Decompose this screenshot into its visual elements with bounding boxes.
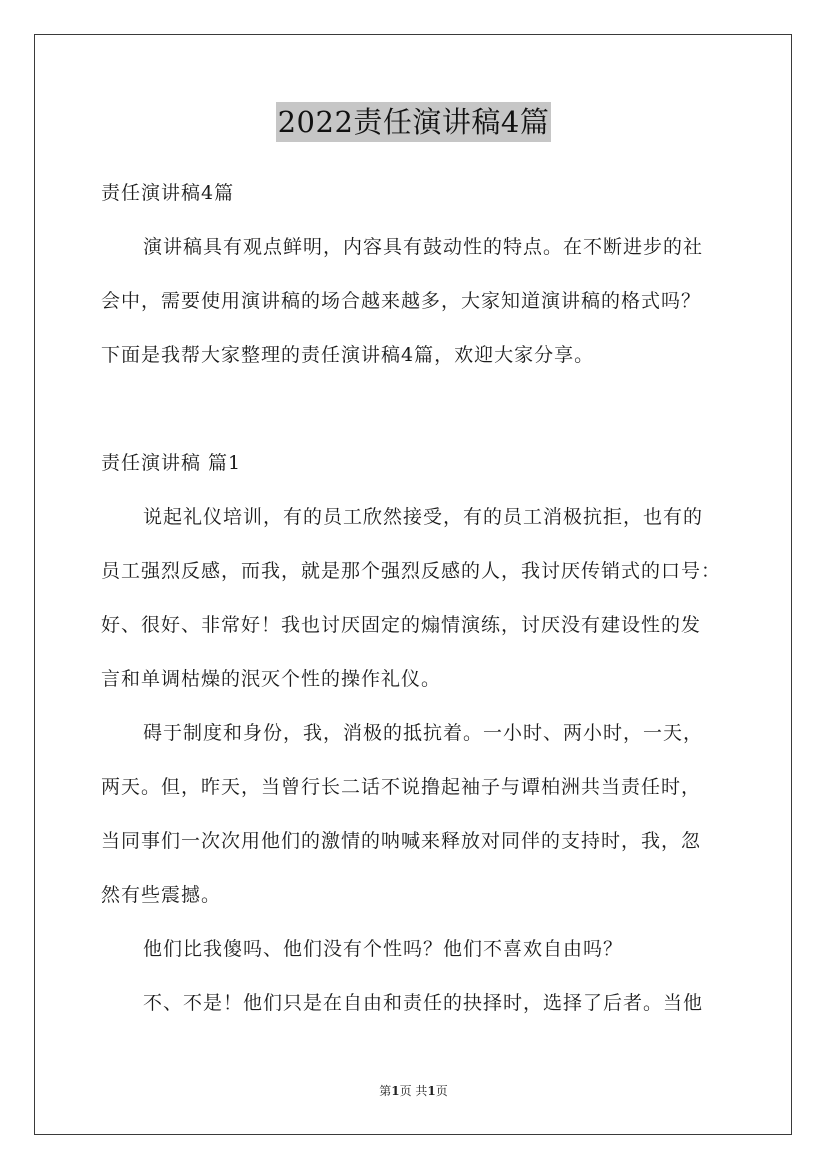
section-heading: 责任演讲稿4篇 (101, 182, 235, 204)
paragraph-line: 然有些震撼。 (101, 884, 222, 906)
paragraph-line: 言和单调枯燥的泯灭个性的操作礼仪。 (101, 668, 442, 690)
blank-line (101, 392, 726, 446)
paragraph-line: 演讲稿具有观点鲜明，内容具有鼓动性的特点。在不断进步的社 (143, 236, 704, 258)
footer-mid: 页 共 (399, 1084, 428, 1098)
page-footer (0, 1083, 827, 1099)
paragraph-line: 下面是我帮大家整理的责任演讲稿4篇，欢迎大家分享。 (101, 344, 595, 366)
paragraph-line: 碍于制度和身份，我，消极的抵抗着。一小时、两小时，一天， (143, 722, 704, 744)
paragraph-line: 员工强烈反感，而我，就是那个强烈反感的人，我讨厌传销式的口号： (101, 560, 722, 582)
paragraph-line: 他们比我傻吗、他们没有个性吗？他们不喜欢自由吗？ (143, 938, 624, 960)
footer-page-number: 1 (391, 1084, 400, 1098)
footer-total-pages: 1 (427, 1084, 436, 1098)
section-heading: 责任演讲稿 篇1 (101, 452, 242, 474)
footer-prefix: 第 (379, 1084, 392, 1098)
paragraph-line: 会中，需要使用演讲稿的场合越来越多，大家知道演讲稿的格式吗？ (101, 290, 702, 312)
paragraph-line: 当同事们一次次用他们的激情的呐喊来释放对同伴的支持时，我，忽 (101, 830, 702, 852)
footer-suffix: 页 (435, 1084, 448, 1098)
paragraph-line: 不、不是！他们只是在自由和责任的抉择时，选择了后者。当他 (143, 992, 704, 1014)
title-wrap (0, 102, 827, 142)
paragraph-line: 好、很好、非常好！我也讨厌固定的煽情演练，讨厌没有建设性的发 (101, 614, 702, 636)
document-title: 2022责任演讲稿4篇 (276, 102, 552, 142)
document-body (101, 176, 726, 1040)
paragraph-line: 说起礼仪培训，有的员工欣然接受，有的员工消极抗拒，也有的 (143, 506, 704, 528)
paragraph-line: 两天。但，昨天，当曾行长二话不说撸起袖子与谭柏洲共当责任时， (101, 776, 702, 798)
